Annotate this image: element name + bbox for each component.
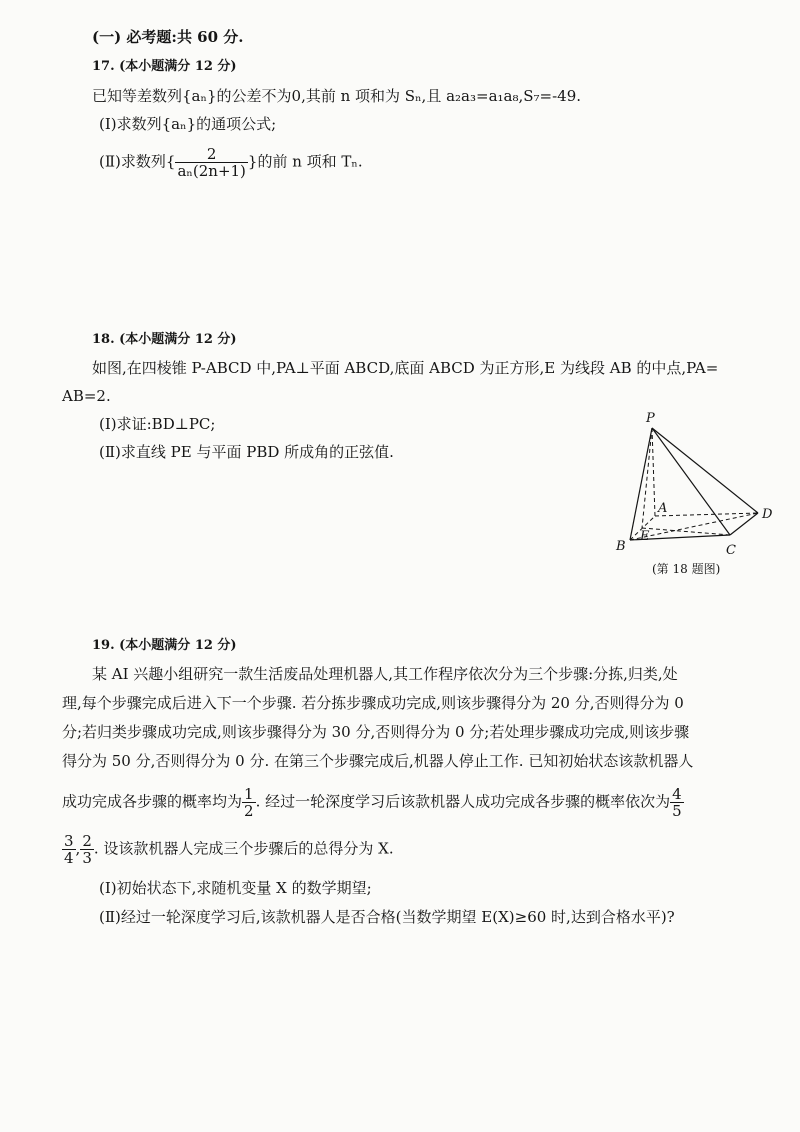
q19-fraction-half [242, 786, 256, 819]
q19-line3: 分;若归类步骤成功完成,则该步骤得分为 30 分,否则得分为 0 分;若处理步骤成功完成,则该步骤 [62, 723, 690, 741]
q19-line2: 理,每个步骤完成后进入下一个步骤. 若分拣步骤成功完成,则该步骤得分为 20 分,否则得分为 0 [62, 694, 684, 712]
label-P: P [646, 411, 655, 426]
q17-fraction-numerator: 2 [206, 145, 217, 163]
q19-part2: (Ⅱ)经过一轮深度学习后,该款机器人是否合格(当数学期望 E(X)≥60 时,达到合格水平)? [99, 908, 675, 926]
label-D: D [762, 507, 773, 522]
fraction-numerator: 2 [82, 832, 92, 850]
q19-line6: $\frac{3}{4}$ , $\frac{2}{3}$ . 设该款机器人完成三个步骤后的总得分为 X. [64, 832, 394, 867]
fraction-denominator: 5 [672, 802, 682, 820]
q17-stem: 已知等差数列{aₙ}的公差不为0,其前 n 项和为 Sₙ,且 a₂a₃=a₁a₈,S₇=-49. [92, 87, 582, 105]
q17-part2-prefix: (Ⅱ)求数列{ [99, 152, 176, 171]
pyramid-figure [600, 400, 790, 560]
q19-part1: (Ⅰ)初始状态下,求随机变量 X 的数学期望; [99, 879, 372, 897]
q19-line1: 某 AI 兴趣小组研究一款生活废品处理机器人,其工作程序依次分为三个步骤:分拣,归类,处 [92, 665, 678, 683]
q19-line4: 得分为 50 分,否则得分为 0 分. 在第三个步骤完成后,机器人停止工作. 已知初始状态该款机器人 [62, 752, 694, 770]
edge-PE [642, 428, 652, 528]
edge-EC [642, 528, 730, 535]
fraction-denominator: 2 [244, 802, 254, 820]
figure-caption: (第 18 题图) [652, 562, 721, 576]
q17-fraction [175, 146, 247, 179]
fraction-denominator: 3 [82, 849, 92, 867]
q17-part2 [99, 146, 363, 179]
q19-line5-mid: . 经过一轮深度学习后该款机器人成功完成各步骤的概率依次为 [255, 792, 671, 811]
edge-PA [652, 428, 655, 516]
fraction-numerator: 1 [244, 785, 254, 803]
edge-PB [630, 428, 652, 540]
fraction-numerator: 3 [64, 832, 74, 850]
fraction-numerator: 4 [672, 785, 682, 803]
q19-line5 [62, 786, 684, 819]
fraction-denominator: 4 [64, 849, 74, 867]
label-A: A [658, 501, 668, 516]
section-header: (一) 必考题:共 60 分. [92, 28, 244, 46]
q17-part2-suffix: }的前 n 项和 Tₙ. [247, 152, 363, 171]
label-E: E [640, 529, 650, 544]
q19-fraction-two-thirds [80, 833, 94, 866]
q17-part1: (Ⅰ)求数列{aₙ}的通项公式; [99, 115, 277, 133]
q18-stem-line2: AB=2. [62, 387, 111, 405]
q19-fraction-four-fifths [670, 786, 684, 819]
q19-fraction-three-quarters [62, 833, 76, 866]
q18-number: 18. (本小题满分 12 分) [92, 332, 237, 347]
label-B: B [616, 539, 626, 554]
q18-part1: (Ⅰ)求证:BD⊥PC; [99, 415, 216, 433]
edge-AD [655, 513, 758, 516]
label-C: C [726, 543, 736, 558]
q17-number: 17. (本小题满分 12 分) [92, 59, 237, 74]
edge-CD [730, 513, 758, 535]
q18-stem-line1: 如图,在四棱锥 P-ABCD 中,PA⊥平面 ABCD,底面 ABCD 为正方形,E 为线段 AB 的中点,PA= [92, 359, 719, 377]
q19-number: 19. (本小题满分 12 分) [92, 638, 237, 653]
q18-part2: (Ⅱ)求直线 PE 与平面 PBD 所成角的正弦值. [99, 443, 394, 461]
q19-line5-prefix: 成功完成各步骤的概率均为 [62, 792, 243, 811]
q17-fraction-denominator: aₙ(2n+1) [177, 162, 246, 180]
q19-line6-text: . 设该款机器人完成三个步骤后的总得分为 X. [93, 839, 394, 858]
